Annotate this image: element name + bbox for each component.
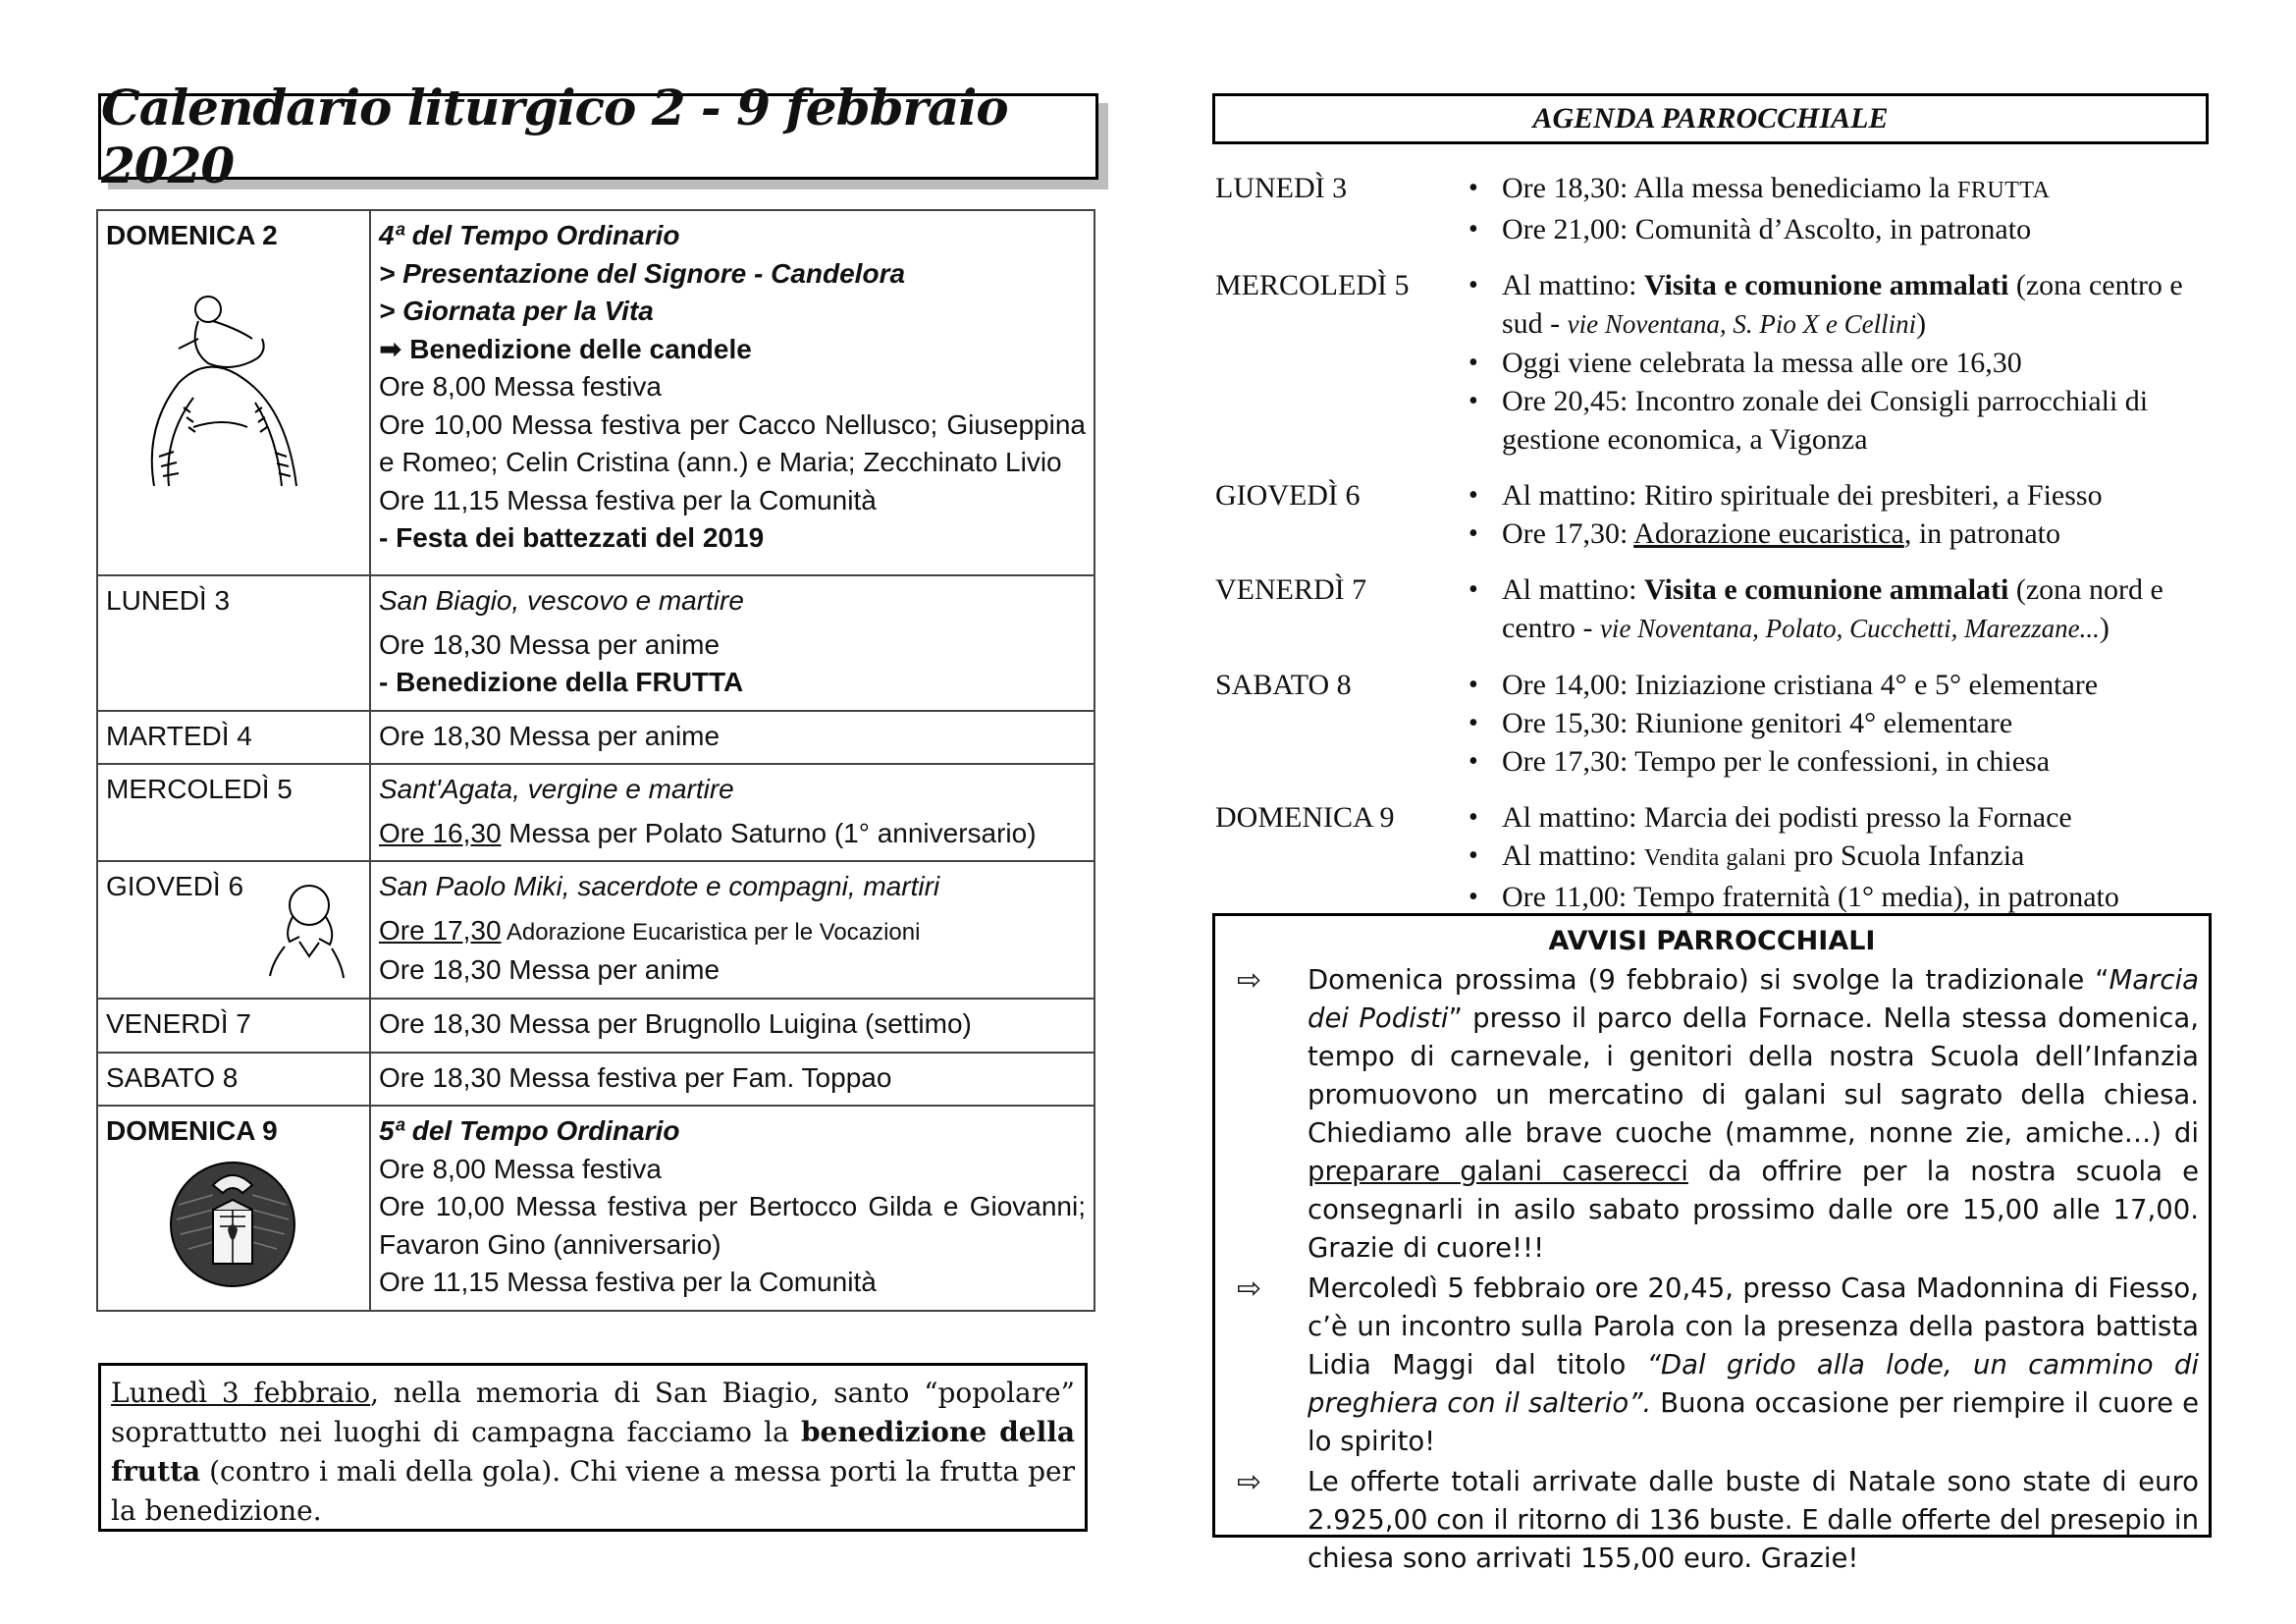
saint-line: San Paolo Miki, sacerdote e compagni, martiri: [379, 871, 940, 901]
note-highlight: benedizione della frutta: [111, 1416, 1075, 1488]
list-item: • Ore 18,30: Alla messa benediciamo la FRUTTA: [1461, 169, 2207, 210]
blessing-line: Benedizione delle candele: [409, 333, 752, 364]
mass-time: Ore 16,30: [379, 817, 502, 848]
mass-line: Ore 10,00 Messa festiva per Bertocco Gilda e Giovanni; Favaron Gino (anniversario): [379, 1191, 1086, 1260]
agenda-title-box: [1212, 93, 2209, 144]
praying-figure-icon: [265, 878, 348, 981]
agenda-day: SABATO 8: [1215, 669, 1352, 701]
feast-line: > Giornata per la Vita: [379, 296, 654, 326]
list-item: • Ore 17,30: Adorazione eucaristica, in patronato: [1461, 514, 2207, 553]
agenda-items: [1461, 798, 2207, 916]
list-item: • Ore 20,45: Incontro zonale dei Consigli parrocchiali di gestione economica, a Vigonza: [1461, 382, 2207, 459]
event-line: - Festa dei battezzati del 2019: [379, 522, 765, 553]
day-content: [370, 1053, 1095, 1107]
agenda-items: [1461, 266, 2207, 459]
agenda-day: MERCOLEDÌ 5: [1215, 269, 1410, 301]
mass-line: Ore 8,00 Messa festiva: [379, 1153, 662, 1184]
liturgical-title: 5ª del Tempo Ordinario: [379, 1115, 680, 1146]
mass-line: Ore 11,15 Messa festiva per la Comunità: [379, 1267, 877, 1297]
adoration-line: Adorazione Eucaristica per le Vocazioni: [501, 918, 921, 946]
list-item: • Al mattino: Visita e comunione ammalati (zona nord e centro - vie Noventana, Polato, Cucchetti, Marezzane...): [1461, 570, 2207, 648]
mass-line: Messa per Polato Saturno (1° anniversario): [501, 817, 1037, 848]
mass-line: Ore 18,30 Messa per anime: [379, 628, 721, 660]
calendar-title-box: [98, 79, 1098, 194]
day-label: MARTEDÌ 4: [106, 720, 252, 751]
day-cell: [97, 1053, 370, 1107]
table-row: [97, 999, 1095, 1053]
mass-line: Ore 11,15 Messa festiva per la Comunità: [379, 484, 877, 515]
mass-line: Ore 10,00 Messa festiva per Cacco Nellusco; Giuseppina e Romeo; Celin Cristina (ann.) e Maria; Zecchinato Livio: [379, 408, 1086, 477]
agenda-day: DOMENICA 9: [1215, 801, 1395, 834]
table-row: [97, 575, 1095, 711]
day-content: [370, 210, 1095, 575]
list-item: • Al mattino: Visita e comunione ammalati (zona centro e sud - vie Noventana, S. Pio X e Cellini): [1461, 266, 2207, 344]
fruit-blessing-note: [98, 1363, 1088, 1532]
day-cell: [97, 575, 370, 711]
agenda-row: [1215, 169, 2207, 248]
list-item: • Oggi viene celebrata la messa alle ore 16,30: [1461, 344, 2207, 382]
arrow-right-outline-icon: ⇨: [1237, 1272, 1262, 1306]
note-date: Lunedì 3 febbraio: [111, 1377, 371, 1409]
agenda-title: AGENDA PARROCCHIALE: [1532, 102, 1889, 135]
agenda-row: [1215, 476, 2207, 553]
list-item: • Ore 21,00: Comunità d’Ascolto, in patronato: [1461, 210, 2207, 248]
note-text: , nella memoria di San Biagio, santo “popolare” soprattutto nei luoghi di campagna facciamo la: [111, 1377, 1075, 1448]
arrow-right-outline-icon: ⇨: [1237, 963, 1262, 998]
notice-item: ⇨ Le offerte totali arrivate dalle buste di Natale sono state di euro 2.925,00 con il ritorno di 136 buste. E dalle offerte del presepio in chiesa sono arrivati 155,00 euro. Grazie!: [1237, 1465, 2199, 1574]
day-cell: [97, 764, 370, 861]
table-row: [97, 1106, 1095, 1311]
day-content: [370, 764, 1095, 861]
parish-notices-box: [1212, 913, 2212, 1574]
parish-agenda: [1215, 169, 2207, 934]
day-content: [370, 1106, 1095, 1311]
saint-line: San Biagio, vescovo e martire: [379, 585, 744, 616]
table-row: [97, 711, 1095, 765]
day-content: [370, 999, 1095, 1053]
adoration-time: Ore 17,30: [379, 914, 502, 946]
presentation-illustration-icon: [139, 280, 316, 496]
list-item: • Ore 15,30: Riunione genitori 4° elementare: [1461, 704, 2207, 742]
agenda-items: [1461, 169, 2207, 248]
feast-line: > Presentazione del Signore - Candelora: [379, 257, 906, 289]
agenda-day: VENERDÌ 7: [1215, 573, 1367, 606]
day-label: MERCOLEDÌ 5: [106, 774, 293, 804]
day-label: SABATO 8: [106, 1061, 239, 1093]
day-cell: [97, 711, 370, 765]
list-item: • Al mattino: Vendita galani pro Scuola Infanzia: [1461, 837, 2207, 878]
event-line: - Benedizione della FRUTTA: [379, 667, 744, 697]
lantern-illustration-icon: [159, 1156, 306, 1293]
calendar-title: Calendario liturgico 2 - 9 febbraio 2020: [101, 79, 1008, 194]
list-item: • Al mattino: Marcia dei podisti presso la Fornace: [1461, 798, 2207, 837]
mass-line: Ore 18,30 Messa per anime: [379, 954, 721, 985]
list-item: • Ore 11,00: Tempo fraternità (1° media), in patronato: [1461, 878, 2207, 916]
mass-line: Ore 8,00 Messa festiva: [379, 371, 662, 402]
mass-line: Ore 18,30 Messa festiva per Fam. Toppao: [379, 1061, 892, 1093]
notices-title: AVVISI PARROCCHIALI: [1548, 926, 1876, 956]
day-label: LUNEDÌ 3: [106, 585, 231, 616]
list-item: • Ore 14,00: Iniziazione cristiana 4° e 5° elementare: [1461, 666, 2207, 704]
day-cell: [97, 861, 370, 999]
notice-item: ⇨ Domenica prossima (9 febbraio) si svolge la tradizionale “Marcia dei Podisti” presso il parco della Fornace. Nella stessa domenica, tempo di carnevale, i genitori della nostra Scuola dell’Infanzia promuovono un mercatino di galani sul sagrato della chiesa. Chiediamo alle brave cuoche (mamme, nonne zie, amiche…) di preparare galani caserecci da offrire per la nostra scuola e consegnarli in asilo sabato prossimo dalle ore 15,00 alle 17,00. Grazie di cuore!!!: [1237, 963, 2200, 1264]
agenda-items: [1461, 570, 2207, 648]
agenda-day: GIOVEDÌ 6: [1215, 479, 1361, 512]
day-content: [370, 861, 1095, 999]
table-row: [97, 1053, 1095, 1107]
day-cell: [97, 210, 370, 575]
list-item: • Ore 17,30: Tempo per le confessioni, in chiesa: [1461, 742, 2207, 781]
day-cell: [97, 999, 370, 1053]
table-row: [97, 764, 1095, 861]
day-label: GIOVEDÌ 6: [106, 871, 244, 901]
saint-line: Sant'Agata, vergine e martire: [379, 774, 734, 804]
table-row: [97, 210, 1095, 575]
agenda-items: [1461, 476, 2207, 553]
note-text: (contro i mali della gola). Chi viene a messa porti la frutta per la benedizione.: [111, 1455, 1075, 1527]
day-content: [370, 711, 1095, 765]
agenda-row: [1215, 570, 2207, 648]
liturgical-calendar-table: [96, 209, 1095, 1312]
list-item: • Al mattino: Ritiro spirituale dei presbiteri, a Fiesso: [1461, 476, 2207, 514]
day-cell: [97, 1106, 370, 1311]
arrow-right-icon: ➡: [379, 333, 402, 364]
mass-line: Ore 18,30 Messa per anime: [379, 720, 721, 751]
day-label: VENERDÌ 7: [106, 1008, 251, 1039]
agenda-day: LUNEDÌ 3: [1215, 172, 1348, 204]
arrow-right-outline-icon: ⇨: [1237, 1465, 1262, 1499]
agenda-row: [1215, 266, 2207, 459]
day-content: [370, 575, 1095, 711]
agenda-items: [1461, 666, 2207, 781]
mass-line: Ore 18,30 Messa per Brugnollo Luigina (settimo): [379, 1008, 972, 1039]
liturgical-title: 4ª del Tempo Ordinario: [379, 220, 680, 250]
agenda-row: [1215, 798, 2207, 916]
day-label: DOMENICA 2: [106, 220, 278, 250]
agenda-row: [1215, 666, 2207, 781]
table-row: [97, 861, 1095, 999]
day-label: DOMENICA 9: [106, 1115, 278, 1146]
notice-item: ⇨ Mercoledì 5 febbraio ore 20,45, presso Casa Madonnina di Fiesso, c’è un incontro sulla Parola con la presenza della pastora battista Lidia Maggi dal titolo “Dal grido alla lode, un cammino di preghiera con il salterio”. Buona occasione per riempire il cuore e lo spirito!: [1237, 1272, 2200, 1457]
